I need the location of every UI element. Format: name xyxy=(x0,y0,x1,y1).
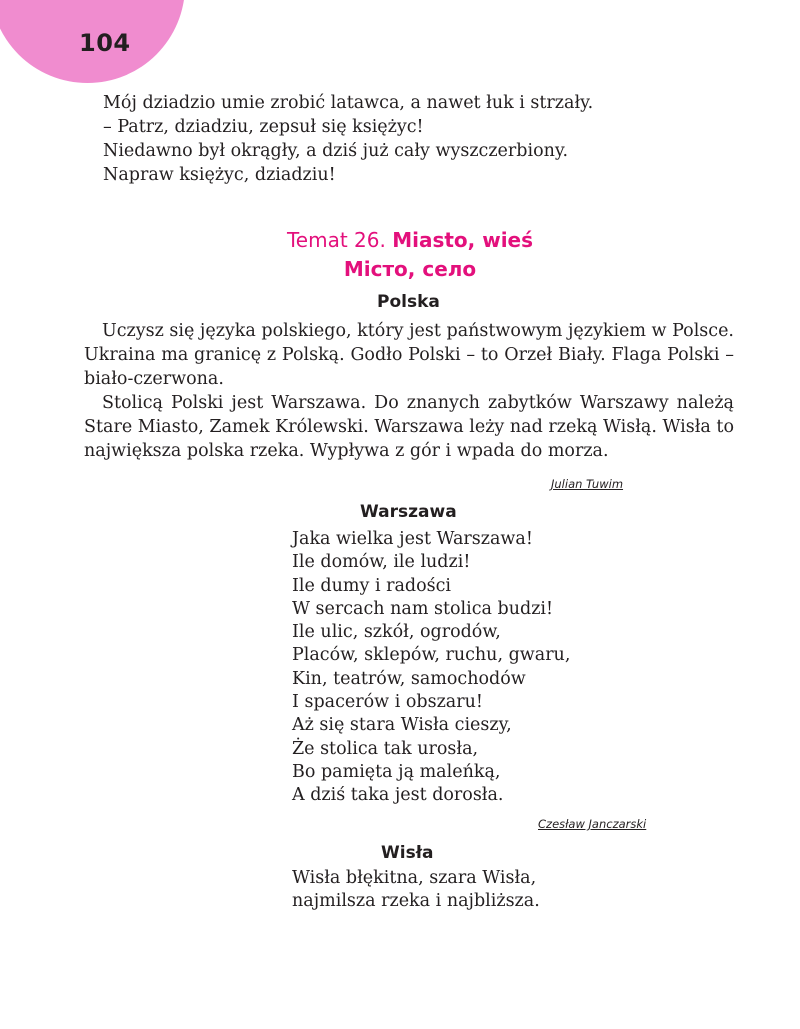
poem-line: Kin, teatrów, samochodów xyxy=(292,668,526,689)
intro-line: – Patrz, dziadziu, zepsuł się księżyc! xyxy=(103,117,424,137)
poem-line: najmilsza rzeka i najbliższa. xyxy=(292,891,540,912)
poem-line: W sercach nam stolica budzi! xyxy=(292,598,554,619)
intro-line: Mój dziadzio umie zrobić latawca, a nawet łuk i strzały. xyxy=(103,93,594,113)
intro-line: Napraw księżyc, dziadziu! xyxy=(103,165,336,185)
poem-line: Placów, sklepów, ruchu, gwaru, xyxy=(292,645,571,666)
poem-author: Czesław Janczarski xyxy=(538,817,647,831)
topic-title xyxy=(10,226,800,254)
poem-wisla xyxy=(292,867,540,914)
section-heading-polska: Polska xyxy=(377,292,440,312)
poem-line: I spacerów i obszaru! xyxy=(292,692,483,713)
page-number: 104 xyxy=(79,29,131,57)
poem-line: Jaka wielka jest Warszawa! xyxy=(292,529,533,549)
poem-title-wisla: Wisła xyxy=(381,843,434,863)
polska-text xyxy=(84,319,734,463)
poem-line: Ile dumy i radości xyxy=(292,575,452,596)
poem-line: A dziś taka jest dorosła. xyxy=(292,785,504,806)
poem-line: Ile ulic, szkół, ogrodów, xyxy=(292,622,501,643)
topic-prefix: Temat 26. xyxy=(286,228,393,252)
paragraph: Stolicą Polski jest Warszawa. Do znanych zabytków Warszawy należą Stare Miasto, Zamek Królewski. Warszawa leży nad rzeką Wisłą. Wisła to największa polska rzeka. Wypływa z gór i wpada do morza. xyxy=(84,393,734,461)
intro-line: Niedawno był okrągły, a dziś już cały wyszczerbiony. xyxy=(103,141,569,161)
poem-author: Julian Tuwim xyxy=(551,477,624,491)
topic-title-ukrainian: Місто, село xyxy=(343,257,477,281)
poem-line: Że stolica tak urosła, xyxy=(292,738,479,759)
topic-title-polish: Miasto, wieś xyxy=(392,228,534,252)
poem-warszawa xyxy=(292,528,570,808)
poem-line: Wisła błękitna, szara Wisła, xyxy=(292,868,537,888)
poem-line: Ile domów, ile ludzi! xyxy=(292,552,471,573)
poem-line: Aż się stara Wisła cieszy, xyxy=(292,715,512,736)
paragraph: Uczysz się języka polskiego, który jest państwowym językiem w Polsce. Ukraina ma granicę z Polską. Godło Polski – to Orzeł Biały. Flaga Polski – biało-czerwona. xyxy=(84,321,734,389)
poem-line: Bo pamięta ją maleńką, xyxy=(292,761,501,782)
poem-title-warszawa: Warszawa xyxy=(360,502,457,522)
